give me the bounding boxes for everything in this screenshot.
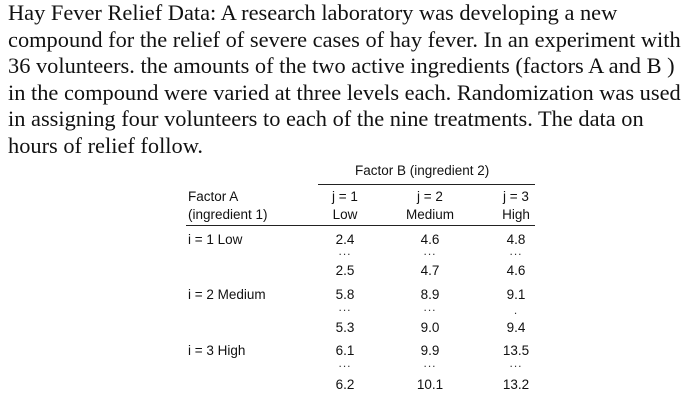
- column-3-level: High: [502, 207, 530, 222]
- cell-r2-c1-gap: ...: [338, 300, 352, 314]
- cell-r1-c1-gap: ...: [338, 244, 352, 258]
- cell-r3-c3-first: 13.5: [502, 343, 530, 358]
- factor-b-rule: [318, 184, 535, 185]
- cell-r1-c3-last: 4.6: [506, 263, 526, 278]
- row-1-label: i = 1 Low: [188, 232, 243, 247]
- cell-r3-c1-gap: ...: [338, 356, 352, 370]
- cell-r3-c3-last: 13.2: [502, 377, 530, 392]
- cell-r1-c2-gap: ...: [423, 244, 437, 258]
- cell-r1-c1-first: 2.4: [335, 232, 355, 247]
- cell-r1-c2-last: 4.7: [420, 263, 440, 278]
- factor-a-header-line2: (ingredient 1): [188, 207, 268, 222]
- cell-r2-c2-first: 8.9: [420, 287, 440, 302]
- column-3-index: j = 3: [503, 189, 529, 204]
- cell-r3-c3-gap: ...: [509, 356, 523, 370]
- cell-r3-c2-last: 10.1: [416, 377, 444, 392]
- cell-r3-c2-gap: ...: [423, 356, 437, 370]
- cell-r1-c2-first: 4.6: [420, 232, 440, 247]
- header-rule: [186, 225, 535, 226]
- cell-r3-c2-first: 9.9: [420, 343, 440, 358]
- cell-r2-c3-last: 9.4: [506, 320, 526, 335]
- column-2-level: Medium: [405, 207, 454, 222]
- cell-r2-c3-gap: .: [513, 303, 519, 317]
- cell-r3-c1-first: 6.1: [335, 343, 355, 358]
- column-1-level: Low: [332, 207, 358, 222]
- cell-r2-c1-last: 5.3: [335, 320, 355, 335]
- factor-b-title: Factor B (ingredient 2): [355, 163, 490, 178]
- column-1-index: j = 1: [332, 189, 358, 204]
- row-3-label: i = 3 High: [188, 343, 246, 358]
- column-2-index: j = 2: [417, 189, 443, 204]
- cell-r2-c3-first: 9.1: [506, 287, 526, 302]
- cell-r1-c3-first: 4.8: [506, 232, 526, 247]
- cell-r2-c2-gap: ...: [423, 300, 437, 314]
- cell-r2-c2-last: 9.0: [420, 320, 440, 335]
- row-2-label: i = 2 Medium: [188, 287, 266, 302]
- cell-r3-c1-last: 6.2: [335, 377, 355, 392]
- problem-statement: Hay Fever Relief Data: A research laboratory was developing a new compound for the relief of severe cases of hay fever. In an experiment with 36 volunteers. the amounts of the two active ingredients (factors A and B ) in the compound were varied at three levels each. Randomization was used in assigning four volunteers to each of the nine treatments. The data on hours of relief follow.: [8, 0, 681, 158]
- cell-r2-c1-first: 5.8: [335, 287, 355, 302]
- cell-r1-c1-last: 2.5: [335, 263, 355, 278]
- cell-r1-c3-gap: ...: [509, 244, 523, 258]
- factor-a-header-line1: Factor A: [188, 189, 239, 204]
